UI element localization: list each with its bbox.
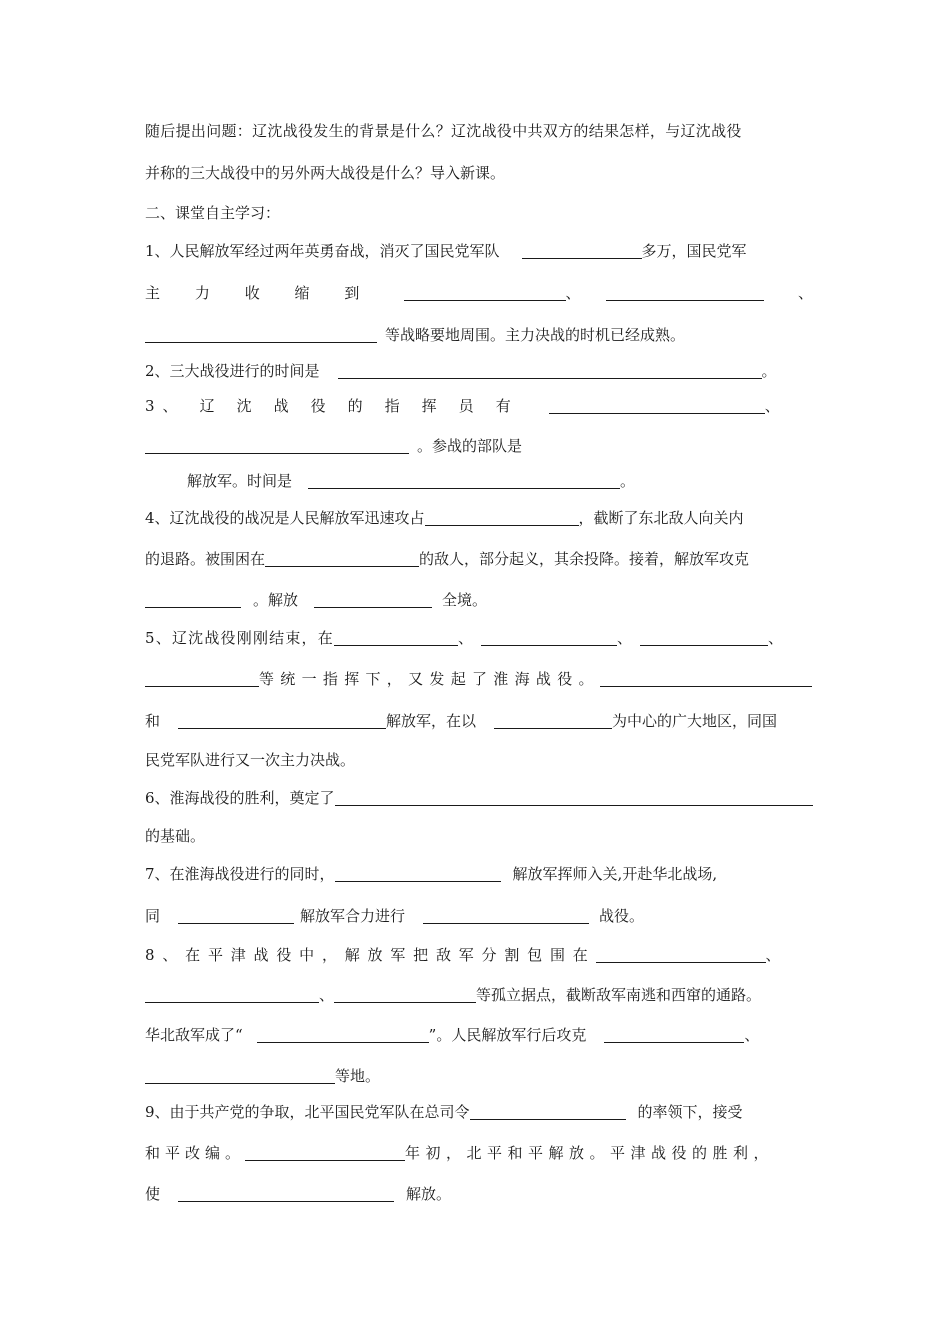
q8-sep: 、 xyxy=(319,986,335,1004)
q1-char: 力 xyxy=(194,284,210,302)
q3-end: 。 xyxy=(620,472,636,490)
q2-blank[interactable] xyxy=(338,363,762,379)
q5-sep: 、 xyxy=(457,629,473,647)
q1-text-b: 多万，国民党军 xyxy=(641,242,747,260)
q6-line-1 xyxy=(145,790,813,806)
q3-char: 指 xyxy=(384,397,400,415)
q6-blank[interactable] xyxy=(335,790,813,806)
q3-text-b: 。参战的部队是 xyxy=(417,437,523,455)
q3-char: 、 xyxy=(162,397,178,415)
q3-char: 员 xyxy=(458,397,474,415)
q5-line-2 xyxy=(145,671,813,687)
q1-line-3 xyxy=(145,327,813,343)
q3-char: 挥 xyxy=(421,397,437,415)
q4-text-a: 4、辽沈战役的战况是人民解放军迅速攻占 xyxy=(145,509,425,527)
q8-text-a: 8、在平津战役中，解放军把敌军分割包围在 xyxy=(145,946,596,964)
q1-text-d: 等战略要地周围。主力决战的时机已经成熟。 xyxy=(385,326,686,344)
q5-blank-1[interactable] xyxy=(334,630,458,646)
q3-blank-3[interactable] xyxy=(308,473,620,489)
intro-line-2 xyxy=(145,166,813,181)
q3-sep: 、 xyxy=(764,397,780,415)
q4-text-e: 。解放 xyxy=(253,591,299,609)
section-heading-text: 二、课堂自主学习： xyxy=(145,204,281,222)
q4-text-d: 的敌人，部分起义，其余投降。接着，解放军攻克 xyxy=(419,550,750,568)
q5-line-1 xyxy=(145,630,813,646)
q3-line-1 xyxy=(145,398,813,414)
q9-line-3 xyxy=(145,1186,813,1202)
q3-line-3 xyxy=(187,473,813,489)
q7-text-c: 同 xyxy=(145,907,161,925)
q4-text-f: 全境。 xyxy=(442,591,488,609)
q7-text-e: 战役。 xyxy=(599,907,645,925)
q8-line-2 xyxy=(145,987,813,1003)
q5-blank-7[interactable] xyxy=(494,713,612,729)
q5-line-3 xyxy=(145,713,813,729)
q1-blank-2[interactable] xyxy=(404,285,566,301)
q5-blank-5[interactable] xyxy=(600,671,812,687)
q3-char: 3 xyxy=(145,397,155,415)
q4-line-1 xyxy=(145,510,813,526)
q8-blank-1[interactable] xyxy=(596,947,766,963)
q9-text-a: 9、由于共产党的争取，北平国民党军队在总司令 xyxy=(145,1103,470,1121)
q4-blank-1[interactable] xyxy=(425,510,579,526)
q8-text-e: 等地。 xyxy=(335,1067,381,1085)
intro-text-1: 随后提出问题：辽沈战役发生的背景是什么？辽沈战役中共双方的结果怎样，与辽沈战役 xyxy=(145,122,742,140)
q9-blank-3[interactable] xyxy=(178,1186,394,1202)
intro-text-2: 并称的三大战役中的另外两大战役是什么？导入新课。 xyxy=(145,164,506,182)
q9-line-1 xyxy=(145,1104,813,1120)
q3-line-2 xyxy=(145,438,813,454)
q8-text-d: ”。人民解放军行后攻克 xyxy=(428,1026,587,1044)
q8-sep: 、 xyxy=(765,946,781,964)
q5-blank-3[interactable] xyxy=(640,630,768,646)
q7-text-a: 7、在淮海战役进行的同时， xyxy=(145,865,335,883)
q8-blank-3[interactable] xyxy=(334,987,476,1003)
q4-blank-3[interactable] xyxy=(145,592,241,608)
q5-blank-6[interactable] xyxy=(178,713,386,729)
q3-blank-1[interactable] xyxy=(549,398,765,414)
q1-blank-1[interactable] xyxy=(522,243,642,259)
q8-line-3 xyxy=(145,1027,813,1043)
q4-text-c: 的退路。被围困在 xyxy=(145,550,266,568)
q8-line-4 xyxy=(145,1068,813,1084)
q1-sep: 、 xyxy=(565,284,581,302)
q3-char: 的 xyxy=(347,397,363,415)
q9-text-b: 的率领下，接受 xyxy=(637,1103,743,1121)
q5-sep: 、 xyxy=(616,629,632,647)
q5-blank-4[interactable] xyxy=(145,671,259,687)
q5-text-c: 和 xyxy=(145,712,161,730)
q7-blank-1[interactable] xyxy=(335,866,501,882)
q5-text-e: 为中心的广大地区，同国 xyxy=(612,712,778,730)
q1-sep: 、 xyxy=(798,284,814,302)
q5-text-a: 5、辽沈战役刚刚结束，在 xyxy=(145,629,334,647)
q9-text-c: 和平改编。 xyxy=(145,1144,246,1162)
q1-blank-3[interactable] xyxy=(606,285,764,301)
q1-char: 主 xyxy=(145,284,161,302)
q4-line-2 xyxy=(145,551,813,567)
intro-line-1 xyxy=(145,124,813,139)
q9-text-d: 年初，北平和平解放。平津战役的胜利， xyxy=(405,1144,775,1162)
q3-text-c: 解放军。时间是 xyxy=(187,472,293,490)
q7-line-1 xyxy=(145,866,813,882)
q7-text-d: 解放军合力进行 xyxy=(300,907,406,925)
q2-line xyxy=(145,363,813,379)
q3-char: 役 xyxy=(310,397,326,415)
q1-char: 到 xyxy=(344,284,360,302)
q4-text-b: ，截断了东北敌人向关内 xyxy=(578,509,744,527)
q9-text-f: 解放。 xyxy=(406,1185,452,1203)
q9-line-2 xyxy=(145,1145,813,1161)
q8-blank-5[interactable] xyxy=(604,1027,744,1043)
q4-blank-2[interactable] xyxy=(265,551,419,567)
q7-text-b: 解放军挥师入关,开赴华北战场, xyxy=(512,865,718,883)
q7-blank-2[interactable] xyxy=(178,908,294,924)
q5-text-d: 解放军，在以 xyxy=(386,712,477,730)
q1-char: 收 xyxy=(244,284,260,302)
q3-char: 辽 xyxy=(199,397,215,415)
q2-text-a: 2、三大战役进行的时间是 xyxy=(145,362,320,380)
q9-blank-2[interactable] xyxy=(245,1145,405,1161)
q5-text-f: 民党军队进行又一次主力决战。 xyxy=(145,751,356,769)
section-heading xyxy=(145,206,813,221)
q7-line-2 xyxy=(145,908,813,924)
q7-blank-3[interactable] xyxy=(423,908,589,924)
q4-line-3 xyxy=(145,592,813,608)
q4-blank-4[interactable] xyxy=(314,592,432,608)
q1-line-1 xyxy=(145,243,813,259)
q3-char: 战 xyxy=(273,397,289,415)
q9-text-e: 使 xyxy=(145,1185,161,1203)
q6-line-2 xyxy=(145,829,813,844)
q1-text-a: 1、人民解放军经过两年英勇奋战，消灭了国民党军队 xyxy=(145,242,500,260)
q8-line-1 xyxy=(145,947,813,963)
q8-text-c: 华北敌军成了“ xyxy=(145,1026,243,1044)
q5-blank-2[interactable] xyxy=(481,630,617,646)
q8-sep: 、 xyxy=(744,1026,760,1044)
q5-line-4 xyxy=(145,753,813,768)
q1-blank-4[interactable] xyxy=(145,327,377,343)
q1-char: 缩 xyxy=(294,284,310,302)
q3-char: 沈 xyxy=(236,397,252,415)
q8-blank-4[interactable] xyxy=(257,1027,429,1043)
q3-blank-2[interactable] xyxy=(145,438,409,454)
q9-blank-1[interactable] xyxy=(470,1104,626,1120)
q2-end: 。 xyxy=(761,362,777,380)
q5-sep: 、 xyxy=(767,629,783,647)
q6-text-a: 6、淮海战役的胜利，奠定了 xyxy=(145,789,335,807)
q8-text-b: 等孤立据点，截断敌军南逃和西窜的通路。 xyxy=(476,986,762,1004)
q8-blank-2[interactable] xyxy=(145,987,319,1003)
q5-text-b: 等统一指挥下，又发起了淮海战役。 xyxy=(259,670,600,688)
q3-char: 有 xyxy=(495,397,511,415)
q8-blank-6[interactable] xyxy=(145,1068,335,1084)
q1-line-2 xyxy=(145,285,813,301)
q6-text-b: 的基础。 xyxy=(145,827,206,845)
